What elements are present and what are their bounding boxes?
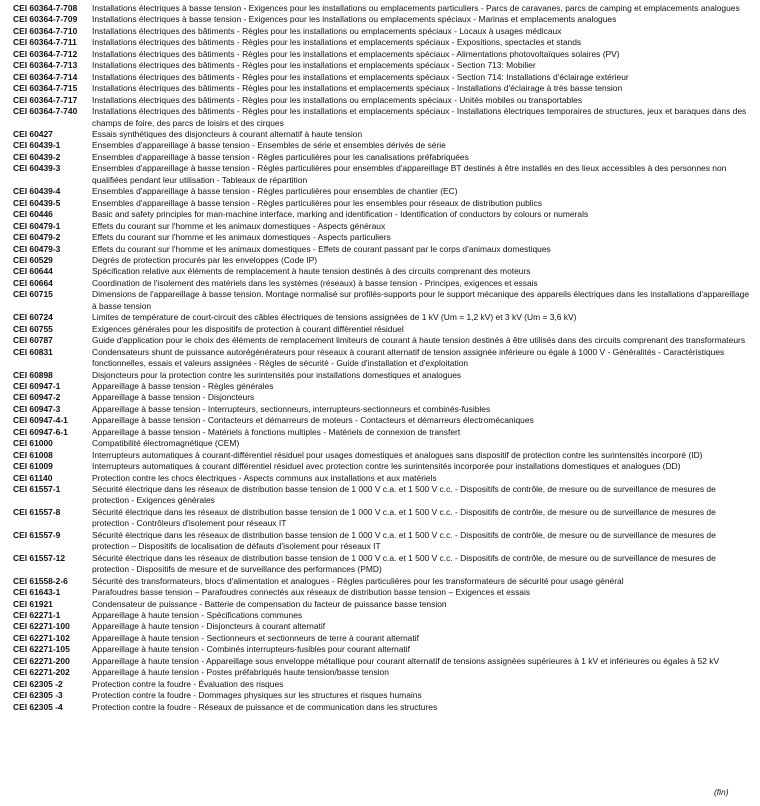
standard-title: Sécurité électrique dans les réseaux de distribution basse tension de 1 000 V c.a. et 1 500 V c.c. - Dispositifs de contrôle, de mesure ou de surveillance de mesures de protection - Contrôleurs d'isolement pour réseaux IT — [92, 506, 716, 529]
standard-code: CEI 62305 -4 — [13, 701, 63, 712]
standard-code: CEI 62271-105 — [13, 644, 70, 655]
standard-code: CEI 61921 — [13, 598, 53, 609]
standard-title: Appareillage à haute tension - Appareillage sous enveloppe métallique pour courant alternatif de tensions assignées supérieures à 1 kV et inférieures ou égales à 52 kV — [92, 655, 720, 666]
standard-entry — [13, 163, 753, 186]
standard-code: CEI 60831 — [13, 346, 53, 357]
standard-title: Compatibilité électromagnétique (CEM) — [92, 438, 240, 449]
standard-title: Appareillage à haute tension - Disjoncteurs à courant alternatif — [92, 621, 326, 632]
standard-entry — [13, 221, 753, 232]
standard-code: CEI 60898 — [13, 369, 53, 380]
standard-entry — [13, 335, 753, 346]
standard-code: CEI 61140 — [13, 472, 53, 483]
standard-code: CEI 62305 -2 — [13, 678, 63, 689]
standard-entry — [13, 599, 753, 610]
standard-entry — [13, 644, 753, 655]
standard-code: CEI 62271-102 — [13, 632, 70, 643]
standard-title: Ensembles d'appareillage à basse tension - Ensembles de série et ensembles dérivés de série — [92, 140, 446, 151]
standard-title: Installations électriques des bâtiments - Règles pour les installations et emplacements spéciaux - Expositions, spectacles et stands — [92, 37, 582, 48]
standard-code: CEI 60364-7-713 — [13, 60, 78, 71]
standard-entry — [13, 610, 753, 621]
standard-entry — [13, 347, 753, 370]
standard-entry — [13, 198, 753, 209]
standard-title: Protection contre la foudre - Dommages physiques sur les structures et risques humains — [92, 690, 422, 701]
standard-entry — [13, 140, 753, 151]
standard-entry — [13, 576, 753, 587]
standard-title: Guide d'application pour le choix des éléments de remplacement limiteurs de courant à haute tension destinés à être utilisés dans des circuits comprenant des transformateurs — [92, 335, 746, 346]
standard-entry — [13, 186, 753, 197]
standard-entry — [13, 266, 753, 277]
standard-entry — [13, 72, 753, 83]
standard-code: CEI 62271-200 — [13, 655, 70, 666]
standard-code: CEI 60364-7-714 — [13, 71, 78, 82]
standard-entry — [13, 702, 753, 713]
standard-title: Installations électriques des bâtiments - Règles pour les installations ou emplacements spéciaux - Unités mobiles ou transportables — [92, 94, 583, 105]
standard-code: CEI 60947-6-1 — [13, 426, 68, 437]
standard-code: CEI 60724 — [13, 312, 53, 323]
standard-code: CEI 60439-4 — [13, 186, 61, 197]
standard-title: Protection contre la foudre - Réseaux de puissance et de communication dans les structures — [92, 701, 438, 712]
standard-title: Coordination de l'isolement des matériels dans les systèmes (réseaux) à basse tension - Principes, exigences et essais — [92, 277, 538, 288]
standard-code: CEI 62271-1 — [13, 610, 61, 621]
standard-code: CEI 61000 — [13, 438, 53, 449]
standard-entry — [13, 370, 753, 381]
standard-title: Installations électriques des bâtiments - Règles pour les installations et emplacements spéciaux - Alimentations photovoltaïques solaires (PV) — [92, 48, 620, 59]
standard-entry — [13, 255, 753, 266]
standard-entry — [13, 415, 753, 426]
standard-title: Ensembles d'appareillage à basse tension - Règles particulières pour les canalisations préfabriquées — [92, 151, 469, 162]
standard-code: CEI 61009 — [13, 461, 53, 472]
standard-title: Installations électriques à basse tension - Exigences pour les installations ou emplacements particuliers - Parcs de caravanes, parcs de camping et emplacements analogues — [92, 3, 740, 13]
standard-code: CEI 60439-1 — [13, 140, 61, 151]
standard-code: CEI 60947-1 — [13, 380, 61, 391]
standard-code: CEI 60479-1 — [13, 220, 61, 231]
standard-title: Appareillage à basse tension - Interrupteurs, sectionneurs, interrupteurs-sectionneurs et combinés-fusibles — [92, 403, 491, 414]
standard-entry — [13, 587, 753, 598]
standard-title: Appareillage à basse tension - Disjoncteurs — [92, 392, 255, 403]
standard-code: CEI 62305 -3 — [13, 690, 63, 701]
standard-code: CEI 60364-7-709 — [13, 14, 78, 25]
standard-title: Appareillage à haute tension - Spécifications communes — [92, 610, 303, 621]
standard-title: Exigences générales pour les dispositifs de protection à courant différentiel résiduel — [92, 323, 404, 334]
standard-entry — [13, 14, 753, 25]
standard-title: Effets du courant sur l'homme et les animaux domestiques - Aspects généraux — [92, 220, 386, 231]
standard-title: Appareillage à basse tension - Contacteurs et démarreurs de moteurs - Contacteurs et démarreurs électromécaniques — [92, 415, 534, 426]
standard-code: CEI 60364-7-712 — [13, 48, 78, 59]
standard-code: CEI 61558-2-6 — [13, 575, 68, 586]
standard-entry — [13, 129, 753, 140]
standard-code: CEI 61557-9 — [13, 529, 61, 540]
standard-entry — [13, 679, 753, 690]
standard-entry — [13, 209, 753, 220]
standard-code: CEI 60664 — [13, 277, 53, 288]
standard-title: Installations électriques des bâtiments - Règles pour les installations ou emplacements spéciaux - Locaux à usages médicaux — [92, 25, 562, 36]
standard-title: Interrupteurs automatiques à courant-différentiel résiduel pour usages domestiques et analogues sans dispositif de protection contre les surintensités incorporé (ID) — [92, 449, 703, 460]
standard-code: CEI 61643-1 — [13, 587, 61, 598]
standard-code: CEI 60439-3 — [13, 163, 61, 174]
standard-code: CEI 61557-8 — [13, 506, 61, 517]
standard-title: Sécurité électrique dans les réseaux de distribution basse tension de 1 000 V c.a. et 1 500 V c.c. - Dispositifs de contrôle, de mesure ou de surveillance de mesures de protection - Dispositifs de mesure et de surveillance des performances (PMD) — [92, 552, 716, 575]
standard-title: Ensembles d'appareillage à basse tension - Règles particulières pour les ensembles pour réseaux de distribution publics — [92, 197, 542, 208]
standard-title: Limites de température de court-circuit des câbles électriques de tensions assignées de 1 kV (Um = 1,2 kV) et 3 kV (Um = 3,6 kV) — [92, 312, 577, 323]
standard-entry — [13, 60, 753, 71]
standard-entry — [13, 530, 753, 553]
standard-entry — [13, 312, 753, 323]
standard-code: CEI 62271-202 — [13, 667, 70, 678]
standard-code: CEI 61008 — [13, 449, 53, 460]
standard-title: Sécurité électrique dans les réseaux de distribution basse tension de 1 000 V c.a. et 1 500 V c.c. - Dispositifs de contrôle, de mesure ou de surveillance de mesures de protection - Exigences générales — [92, 484, 716, 506]
standard-title: Installations électriques des bâtiments - Règles pour les installations et emplacements spéciaux - Section 714: Installations d'éclairage extérieur — [92, 71, 629, 82]
standard-title: Essais synthétiques des disjoncteurs à courant alternatif à haute tension — [92, 128, 363, 139]
standard-code: CEI 60947-4-1 — [13, 415, 68, 426]
standard-entry — [13, 667, 753, 678]
standard-code: CEI 60439-2 — [13, 151, 61, 162]
standard-title: Installations électriques des bâtiments - Règles pour les installations et emplacements spéciaux - Section 713: Mobilier — [92, 60, 536, 71]
standard-title: Degrés de protection procurés par les enveloppes (Code IP) — [92, 254, 318, 265]
standards-list — [13, 3, 753, 713]
standard-code: CEI 60364-7-740 — [13, 106, 78, 117]
standard-title: Sécurité électrique dans les réseaux de distribution basse tension de 1 000 V c.a. et 1 500 V c.c. - Dispositifs de contrôle, de mesure ou de surveillance de mesures de protection – Dispositifs de localisation de défauts d'isolement pour réseaux IT — [92, 529, 716, 552]
standard-entry — [13, 3, 753, 14]
standard-entry — [13, 26, 753, 37]
standard-entry — [13, 473, 753, 484]
standard-entry — [13, 507, 753, 530]
standard-title: Condensateur de puissance - Batterie de compensation du facteur de puissance basse tension — [92, 598, 447, 609]
standard-code: CEI 62271-100 — [13, 621, 70, 632]
standard-entry — [13, 232, 753, 243]
standard-entry — [13, 95, 753, 106]
standard-title: Ensembles d'appareillage à basse tension - Règles particulières pour ensembles de chantier (EC) — [92, 186, 458, 197]
standard-title: Basic and safety principles for man-machine interface, marking and identification - Identification of conductors by colours or numerals — [92, 209, 589, 220]
standard-entry — [13, 690, 753, 701]
standard-title: Disjoncteurs pour la protection contre les surintensités pour installations domestiques et analogues — [92, 369, 462, 380]
end-note: (fin) — [714, 787, 729, 797]
standard-code: CEI 60755 — [13, 323, 53, 334]
standard-title: Parafoudres basse tension – Parafoudres connectés aux réseaux de distribution basse tension – Exigences et essais — [92, 587, 531, 598]
standard-entry — [13, 404, 753, 415]
standard-entry — [13, 438, 753, 449]
standard-title: Dimensions de l'appareillage à basse tension. Montage normalisé sur profilés-supports pour le support mécanique des appareils électriques dans les installations d'appareillage à basse tension — [92, 289, 750, 311]
standard-code: CEI 60446 — [13, 209, 53, 220]
standard-code: CEI 60479-3 — [13, 243, 61, 254]
standard-entry — [13, 621, 753, 632]
standard-code: CEI 60947-2 — [13, 392, 61, 403]
standard-title: Protection contre la foudre - Évaluation des risques — [92, 678, 284, 689]
standard-code: CEI 60364-7-715 — [13, 83, 78, 94]
standard-entry — [13, 289, 753, 312]
standard-code: CEI 60529 — [13, 254, 53, 265]
standard-title: Installations électriques des bâtiments - Règles pour les installations et emplacements spéciaux - Installations électriques temporaires de structures, jeux et baraques dans des champs de foire, des parcs de loisirs et des cirques — [92, 106, 747, 128]
standard-title: Installations électriques des bâtiments - Règles pour les installations et emplacements spéciaux - Installations d'éclairage à très basse tension — [92, 83, 623, 94]
standard-title: Interrupteurs automatiques à courant différentiel résiduel avec protection contre les surintensités incorporée pour installations domestiques et analogues (DD) — [92, 461, 681, 472]
standard-code: CEI 60439-5 — [13, 197, 61, 208]
standard-entry — [13, 553, 753, 576]
standard-code: CEI 60364-7-710 — [13, 25, 78, 36]
standard-title: Installations électriques à basse tension - Exigences pour les installations ou emplacements spéciaux - Marinas et emplacements analogues — [92, 14, 617, 25]
standard-code: CEI 61557-1 — [13, 484, 61, 495]
standard-title: Protection contre les chocs électriques - Aspects communs aux installations et aux matériels — [92, 472, 437, 483]
standard-entry — [13, 427, 753, 438]
standard-entry — [13, 324, 753, 335]
standard-title: Effets du courant sur l'homme et les animaux domestiques - Aspects particuliers — [92, 232, 391, 243]
standard-entry — [13, 392, 753, 403]
standard-entry — [13, 633, 753, 644]
standard-title: Appareillage à haute tension - Postes préfabriqués haute tension/basse tension — [92, 667, 389, 678]
standard-entry — [13, 106, 753, 129]
standard-code: CEI 60787 — [13, 335, 53, 346]
standard-entry — [13, 37, 753, 48]
standard-title: Condensateurs shunt de puissance autorégénérateurs pour réseaux à courant alternatif de tension assignée inférieure ou égale à 1000 V - Généralités - Caractéristiques fonctionnelles, essais et valeurs assignées - Règles de sécurité - Guide d'installation et d'exploitation — [92, 346, 725, 369]
standard-entry — [13, 656, 753, 667]
standard-title: Spécification relative aux éléments de remplacement à haute tension destinés à des circuits comprenant des moteurs — [92, 266, 531, 277]
standard-entry — [13, 49, 753, 60]
standard-title: Appareillage à basse tension - Règles générales — [92, 380, 274, 391]
standard-code: CEI 60364-7-708 — [13, 3, 78, 13]
standard-entry — [13, 83, 753, 94]
standard-entry — [13, 244, 753, 255]
standard-code: CEI 60364-7-711 — [13, 37, 77, 48]
standard-code: CEI 60715 — [13, 289, 53, 300]
standard-entry — [13, 450, 753, 461]
standard-title: Appareillage à haute tension - Combinés interrupteurs-fusibles pour courant alternatif — [92, 644, 410, 655]
standard-entry — [13, 278, 753, 289]
standard-title: Effets du courant sur l'homme et les animaux domestiques - Effets de courant passant par le corps d'animaux domestiques — [92, 243, 551, 254]
standard-code: CEI 60947-3 — [13, 403, 61, 414]
standard-code: CEI 60644 — [13, 266, 53, 277]
standard-code: CEI 61557-12 — [13, 552, 66, 563]
standard-title: Appareillage à haute tension - Sectionneurs et sectionneurs de terre à courant alternatif — [92, 632, 419, 643]
standard-title: Ensembles d'appareillage à basse tension - Règles particulières pour ensembles d'appareillage BT destinés à être installés en des lieux accessibles à des personnes non qualifiées pendant leur utilisation - Tableaux de répartition — [92, 163, 727, 185]
standard-code: CEI 60364-7-717 — [13, 94, 78, 105]
standard-code: CEI 60479-2 — [13, 232, 61, 243]
standard-entry — [13, 152, 753, 163]
standard-entry — [13, 484, 753, 507]
standard-title: Sécurité des transformateurs, blocs d'alimentation et analogues - Règles particulières pour les transformateurs de sécurité pour usage général — [92, 575, 624, 586]
standard-title: Appareillage à basse tension - Matériels à fonctions multiples - Matériels de connexion de transfert — [92, 426, 461, 437]
standard-entry — [13, 461, 753, 472]
standard-code: CEI 60427 — [13, 128, 53, 139]
standard-entry — [13, 381, 753, 392]
